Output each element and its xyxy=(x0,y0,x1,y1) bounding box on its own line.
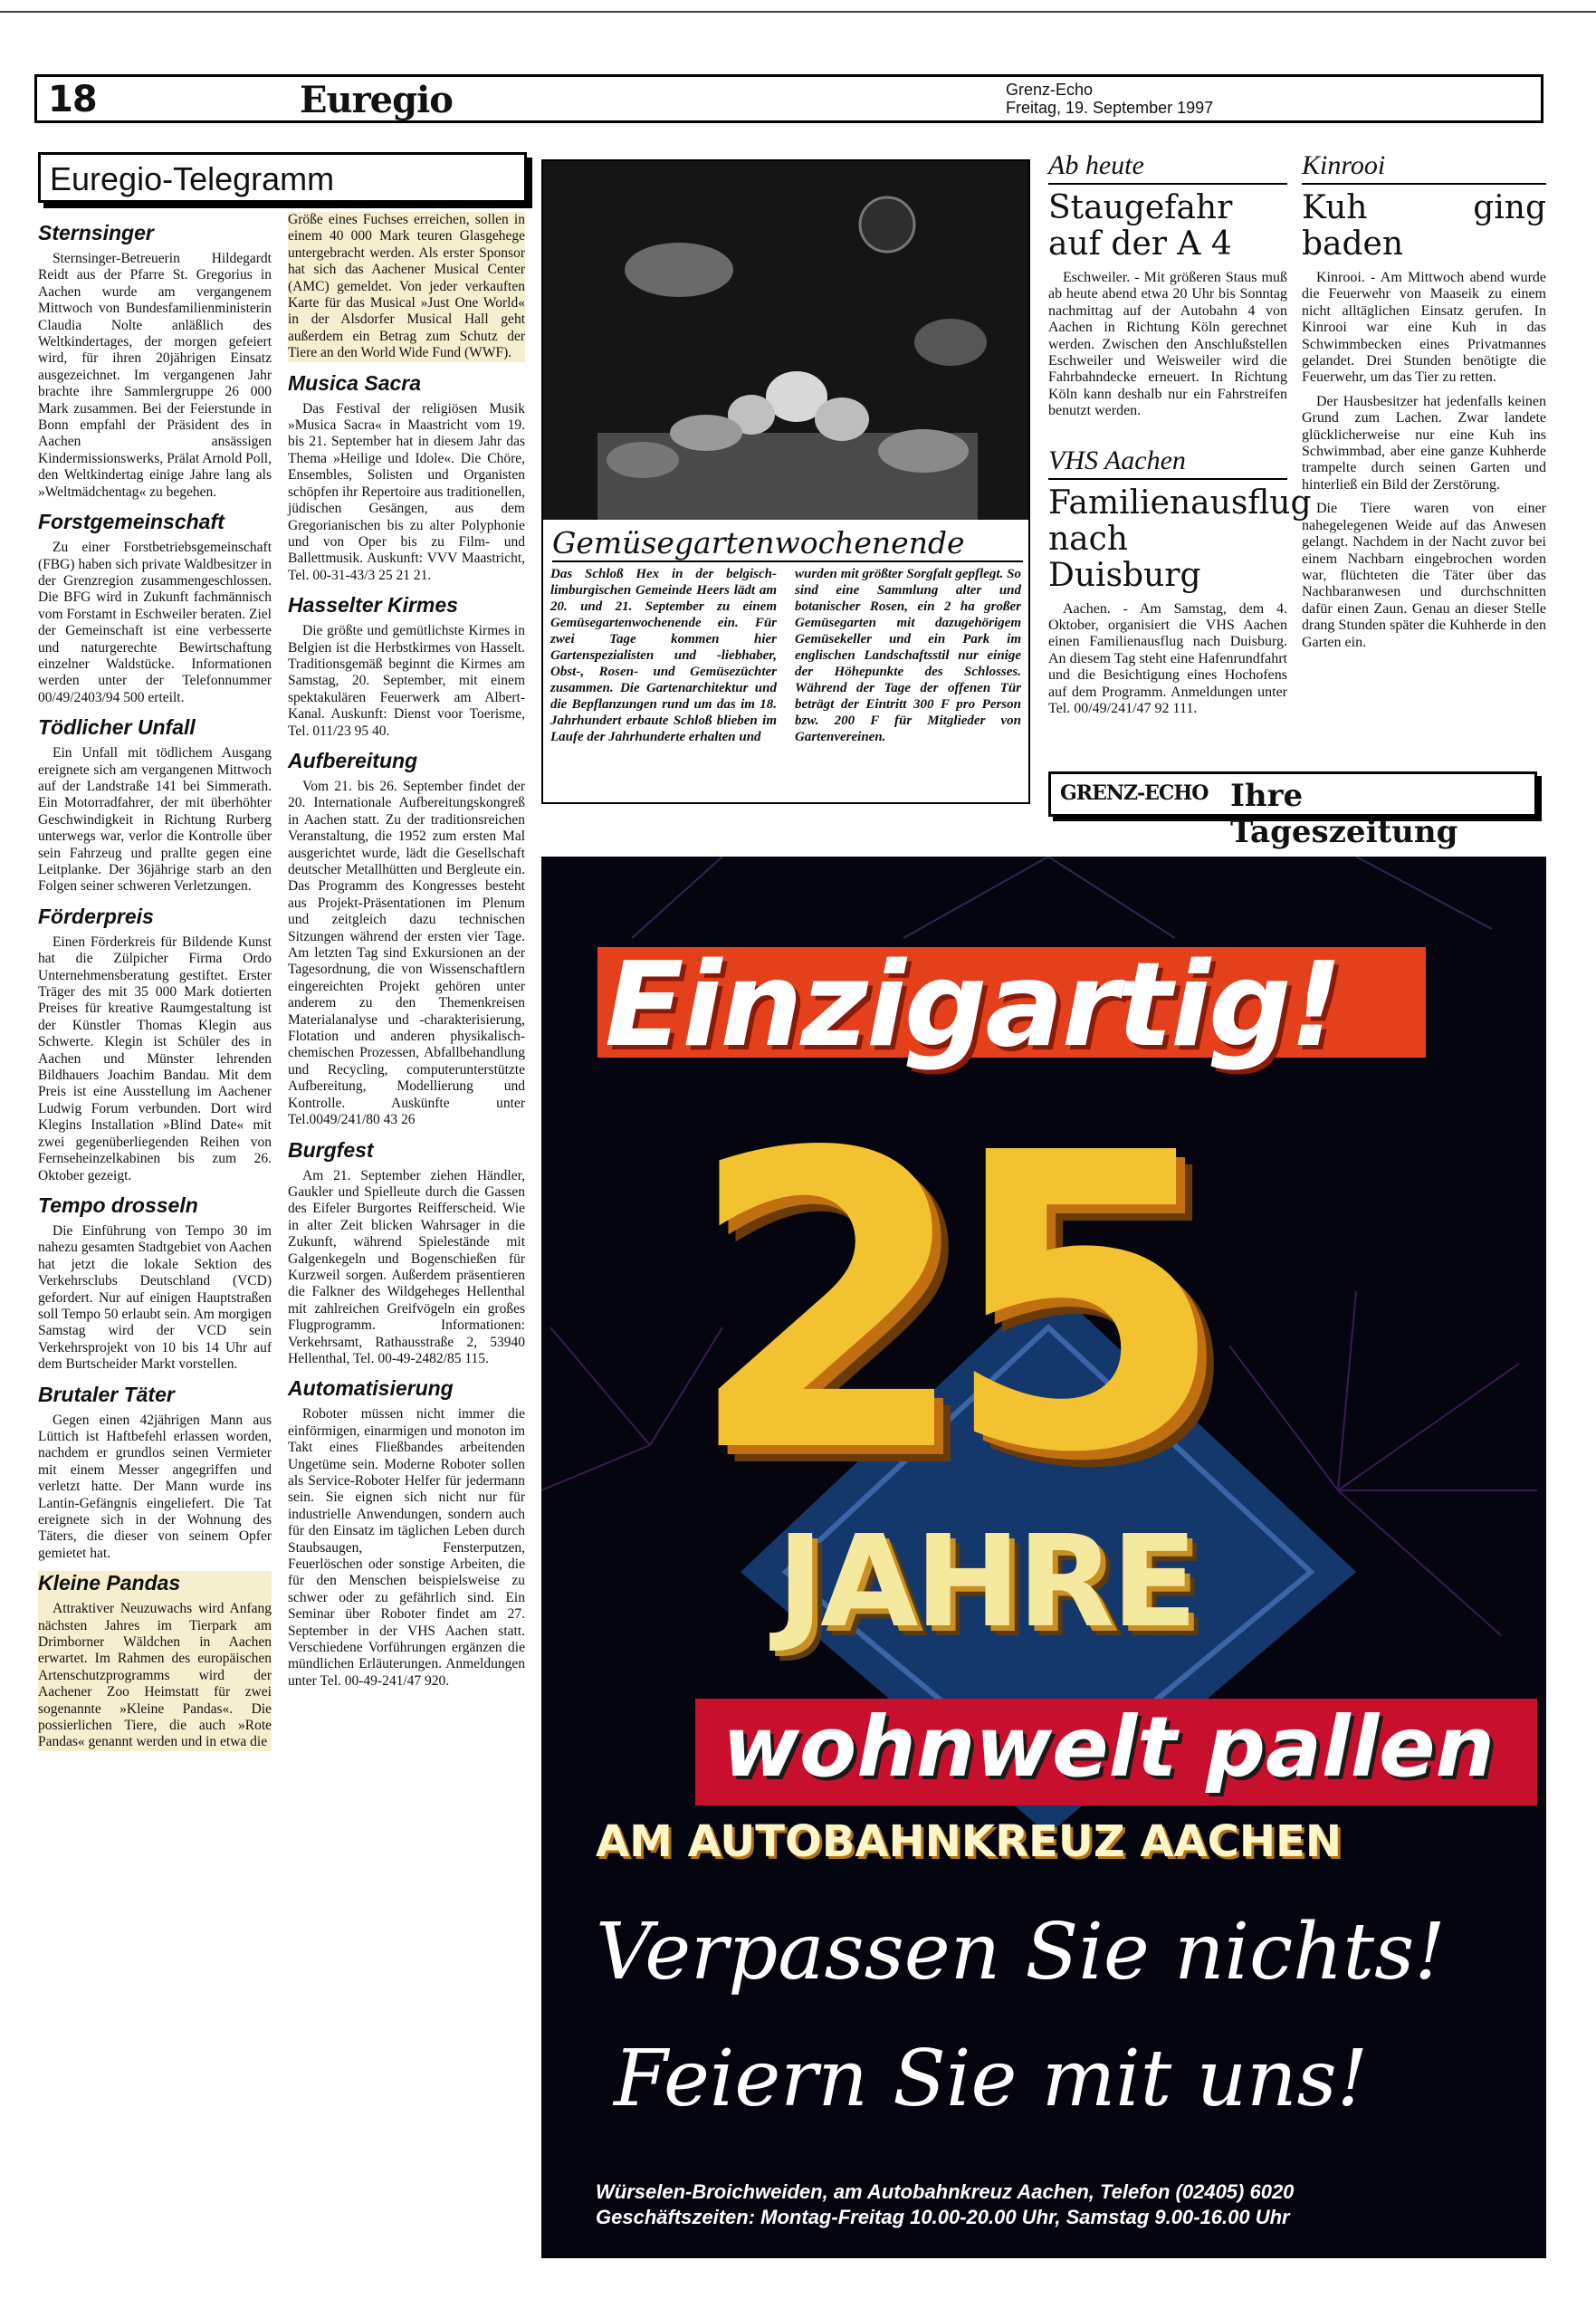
article-text: Das Festival der religiösen Musik »Musica Sacra« in Maastricht vom 19. bis 21. September hat in diesem Jahr das Thema »Heilige und Idole«. Die Chöre, Ensembles, Solisten und Organisten schöpfen ihr Repertoire aus traditionellen, jüdischen Gesängen, aus dem Gregorianischen bis zu alter Polyphonie und von Oper bis zu Film- und Ballettmusik. Auskunft: VVV Maastricht, Tel. 00-31-43/3 25 21 21. xyxy=(288,400,525,583)
anniversary-advertisement xyxy=(541,857,1546,2258)
article-kicker: Ab heute xyxy=(1048,150,1287,185)
article-text: Die Einführung von Tempo 30 im nahezu gesamten Stadtgebiet von Aachen hat jetzt die lokale Sektion des Verkehrsclubs Deutschland (VCD) gefordert. Nur auf einigen Hauptstraßen soll Tempo 50 erlaubt sein. Am morgigen Samstag wird der VCD sein Verkehrsprojekt von 10 bis 14 Uhr auf dem Burtscheider Markt vorstellen. xyxy=(38,1222,272,1373)
article-text: Gegen einen 42jährigen Mann aus Lüttich ist Haftbefehl erlassen worden, nachdem er grundlos seinen Vermieter mit einem Messer angegriffen und verletzt hatte. Der Mann wurde ins Lantin-Gefängnis eingeliefert. Die Tat ereignete sich in der Wohnung des Täters, die dieser von seinem Opfer gemietet hat. xyxy=(38,1412,272,1561)
column-3 xyxy=(1048,150,1312,720)
highlighted-article xyxy=(38,1571,272,1751)
column-2 xyxy=(288,212,525,1691)
article-kicker: VHS Aachen xyxy=(1048,445,1287,480)
garden-photo xyxy=(543,161,1028,520)
brand-name: wohnwelt pallen xyxy=(722,1699,1496,1796)
paper-name: Grenz-Echo xyxy=(1006,81,1094,99)
article-text: Roboter müssen nicht immer die einförmigen, einarmigen und monoton im Takt eines Fließbandes arbeitenden Ungetüme sein. Moderne Roboter sollen als Service-Roboter Helfer für jedermann sein. Sie eignen sich nicht nur für industrielle Anwendungen, sondern auch für den Einsatz im täglichen Leben durch Staubsaugen, Fensterputzen, Feuerlöschen oder sonstige Arbeiten, die für den Menschen beispielsweise zu schwer oder zu gefährlich sind. Ein Seminar über Roboter findet am 27. September in der VHS Aachen statt. Verschiedene Vorführungen ergänzen die mündlichen Erläuterungen. Anmeldungen unter Tel. 00-49-241/47 920. xyxy=(288,1406,525,1689)
column-1 xyxy=(38,212,272,1753)
ad-address: Würselen-Broichweiden, am Autobahnkreuz Aachen, Telefon (02405) 6020 xyxy=(596,2180,1295,2203)
article-title: Sternsinger xyxy=(38,221,154,244)
article-kicker: Kinrooi xyxy=(1302,150,1546,185)
article-text: Einen Förderkreis für Bildende Kunst hat die Zülpicher Firma Ordo Unternehmensberatung gestiftet. Erster Träger des mit 35 000 Mark dotierten Preises für kreative Raumgestaltung ist der Künstler Thomas Klegin aus Schwerte. Klegin ist Schüler des in Aachen und Münster lehrenden Bildhauers Joachim Bandau. Mit dem Preis ist eine Ausstellung im Aachener Ludwig Forum verbunden. Dort wird Klegins Installation »Blind Date« mit zwei gegenüberliegenden Reihen von Fernseheinzelkabinen bis zum 26. Oktober gezeigt. xyxy=(38,934,272,1183)
page-header xyxy=(34,74,1543,123)
promo-text: Ihre Tageszeitung xyxy=(1230,778,1458,850)
article-text: Der Hausbesitzer hat jedenfalls keinen Grund zum Lachen. Zwar landete glücklicherweise nur eine Kuh ins Schwimmbad, aber eine ganze Kuhherde trampelte durch seinen Garten und hinterließ ein Bild der Zerstörung. xyxy=(1302,393,1546,493)
article-title: Brutaler Täter xyxy=(38,1382,175,1406)
photo-caption-left: Das Schloß Hex in der belgisch-limburgischen Gemeinde Heers lädt am 20. und 21. September zu einem Gemüsegartenwochenende ein. Für zwei Tage kommen hier Gartenspezialisten und -liebhaber, Obst-, Rosen- und Gemüsezüchter zusammen. Die Gartenarchitektur und die Bepflanzungen rund um das im 18. Jahrhundert erbaute Schloß blieben im Laufe der Jahrhunderte erhalten und xyxy=(550,567,777,744)
article-title: Burgfest xyxy=(288,1137,374,1162)
brand-location: AM AUTOBAHNKREUZ AACHEN xyxy=(596,1816,1342,1867)
article-text: Zu einer Forstbetriebsgemeinschaft (FBG) haben sich private Waldbesitzer in der Grenzregion zusammengeschlossen. Die BFG wird in Zukunft fachmännisch vom Forstamt in Eschweiler beraten. Ziel der Gemeinschaft ist eine verbesserte und naturgerechte Bewirtschaftung einzelner Waldstücke. Informationen werden unter der Telefonnummer 00/49/2403/94 500 erteilt. xyxy=(38,540,272,705)
article-title: Tödlicher Unfall xyxy=(38,715,196,740)
anniversary-number: 25 xyxy=(686,1068,1199,1542)
article-title: Staugefahr auf der A 4 xyxy=(1048,189,1233,263)
article-text: Die Tiere waren von einer nahegelegenen Weide auf das Anwesen gelangt. Nachdem in der Nacht zuvor bei einem Nachbarn eingebrochen worden war, flüchteten die Täter über das Nachbaranwesen und durchschnitten dafür einen Zaun. Genau an dieser Stelle drang Stunden später die Kuhherde in den Garten ein. xyxy=(1302,501,1546,650)
article-text: Vom 21. bis 26. September findet der 20. Internationale Aufbereitungskongreß in Aachen statt. Zu der traditionsreichen Veranstaltung, die 1952 zum ersten Mal ausgerichtet wurde, lädt die Gesellschaft deutscher Metallhütten und Bergleute ein. Das Programm des Kongresses besteht aus Projekt-Präsentationen im Plenum und zeitgleich dazu technischen Sitzungen während der ersten vier Tage. Am letzten Tag sind Exkursionen an der Tagesordnung, die von Wissenschaftlern eingereichten Projekt gehören unter anderem zu den Themenkreisen Materialanalyse und -charakterisierung, Flotation und anderen physikalisch-chemischen Prozessen, Abfallbehandlung und Recycling, computerunterstützte Aufbereitung, Modellierung und Kontrolle. Auskünfte unter Tel.0049/241/80 43 26 xyxy=(288,778,525,1128)
article-text: Eschweiler. - Mit größeren Staus muß ab heute abend etwa 20 Uhr bis Sonntag nachmittag auf der Autobahn 4 von Aachen in Richtung Köln gerechnet werden. Zwischen den Anschlußstellen Eschweiler und Weisweiler wird die Fahrbahndecke erneuert. In Richtung Köln kann deshalb nur ein Fahrstreifen benutzt werden. xyxy=(1048,270,1287,419)
article-title: Kuh ging baden xyxy=(1302,189,1546,263)
page-number: 18 xyxy=(48,79,97,120)
anniversary-years: JAHRE xyxy=(777,1509,1195,1656)
article-title: Förderpreis xyxy=(38,904,154,928)
grenz-echo-logo: GRENZ-ECHO xyxy=(1060,781,1209,805)
article-text-continued: Größe eines Fuchses erreichen, sollen in einem 40 000 Mark teuren Glasgehege untergebracht werden. Als erster Sponsor hat sich das Aachener Musical Center (AMC) gemeldet. Von jeder verkauften Karte für das Musical »Just One World« in der Alsdorfer Musical Hall geht außerdem ein Betrag zum Schutz der Tiere an den World Wide Fund (WWF). xyxy=(288,212,525,361)
article-text: Sternsinger-Betreuerin Hildegardt Reidt aus der Pfarre St. Gregorius in Aachen wurde am vergangenem Mittwoch von Bundesfamilienministerin Claudia Nolte anläßlich des Weltkindertages, der morgen gefeiert wird, für ihren 20jährigen Einsatz ausgezeichnet. Im vergangenen Jahr brachte ihre Sammlergruppe 26 000 Mark zusammen. Bei der Feierstunde in Bonn empfahl der Präsident des in Aachen ansässigen Kindermissionswerks, Prälat Arnold Poll, den Weltkindertag einige Jahre lang als »Weltmädchentag« zu begehen. xyxy=(38,251,272,500)
article-title: Aufbereitung xyxy=(288,748,418,772)
article-text: Am 21. September ziehen Händler, Gaukler und Spielleute durch die Gassen des Eifeler Burgortes Reifferscheid. Wie in alter Zeit blicken Wahrsager in die Zukunft, während Spielestände mit Galgenkegeln und Bogenschießen für Kurzweil sorgen. Außerdem präsentieren die Falkner des Wildgeheges Hellenthal mit zahlreichen Greifvögeln ein großes Flugprogramm. Informationen: Verkehrsamt, Rathausstraße 2, 53940 Hellenthal, Tel. 00-49-2482/85 115. xyxy=(288,1167,525,1366)
slogan-line-1: Verpassen Sie nichts! xyxy=(596,1907,1446,1997)
article-text: Die größte und gemütlichste Kirmes in Belgien ist die Herbstkirmes von Hasselt. Traditionsgemäß beginnt die Kirmes am Samstag, 20. September, mit einem spektakulären Feuerwerk am Albert-Kanal. Auskunft: Dienst voor Toerisme, Tel. 011/23 95 40. xyxy=(288,623,525,739)
article-text: Aachen. - Am Samstag, dem 4. Oktober, organisiert die VHS Aachen einen Familienausflug nach Duisburg. An diesem Tag steht eine Hafenrundfahrt und die Besichtigung eines Hochofens auf dem Programm. Anmeldungen unter Tel. 00/49/241/47 92 111. xyxy=(1048,600,1287,717)
article-title: Kleine Pandas xyxy=(38,1571,181,1595)
ad-headline: Einzigartig! xyxy=(605,938,1341,1073)
photo-caption-right: wurden mit größter Sorgfalt gepflegt. So sind eine Sammlung alter und botanischer Rosen, ein 2 ha großer Gemüsegarten mit dazugehörigem Gemüsekeller und ein Park im englischen Landschaftsstil nur einige der Höhepunkte des Schlosses. Während der Tage der offenen Tür beträgt der Eintritt 300 F pro Person bzw. 200 F für Mitglieder von Gartenvereinen. xyxy=(795,567,1021,744)
slogan-line-2: Feiern Sie mit uns! xyxy=(614,2034,1369,2124)
issue-date: Freitag, 19. September 1997 xyxy=(1006,99,1214,117)
article-text: Kinrooi. - Am Mittwoch abend wurde die Feuerwehr von Maaseik zu einem nicht alltäglichen Einsatz gerufen. In Kinrooi war eine Kuh in das Schwimmbecken eines Privatmannes gelandet. Drei Stunden benötigte die Feuerwehr, um das Tier zu retten. xyxy=(1302,270,1546,386)
article-text: Attraktiver Neuzuwachs wird Anfang nächsten Jahres im Tierpark am Drimborner Wäldchen in Aachen erwartet. Im Rahmen des europäischen Artenschutzprogramms wird der Aachener Zoo Heimstatt für zwei sogenannte »Kleine Pandas«. Die possierlichen Tiere, die auch »Rote Pandas« genannt werden und in etwa die xyxy=(38,1601,272,1750)
vegetable-still-life-image xyxy=(543,161,1028,520)
grenz-echo-promo xyxy=(1048,771,1537,850)
photo-caption-title: Gemüsegartenwochenende xyxy=(552,525,1023,562)
column-4 xyxy=(1302,150,1546,653)
article-title: Automatisierung xyxy=(288,1376,454,1401)
telegram-heading: Euregio-Telegramm xyxy=(38,152,527,203)
section-title: Euregio xyxy=(300,79,453,121)
top-rule xyxy=(0,11,1596,13)
article-title: Familienausflug nach Duisburg xyxy=(1048,484,1312,594)
header-meta xyxy=(1006,81,1213,117)
article-title: Forstgemeinschaft xyxy=(38,510,225,534)
ad-opening-hours: Geschäftszeiten: Montag-Freitag 10.00-20.00 Uhr, Samstag 9.00-16.00 Uhr xyxy=(596,2206,1290,2228)
article-title: Tempo drosseln xyxy=(38,1193,198,1217)
article-title: Hasselter Kirmes xyxy=(288,593,458,618)
article-text: Ein Unfall mit tödlichem Ausgang ereignete sich am vergangenen Mittwoch auf der Landstraße 141 bei Simmerath. Ein Motorradfahrer, der mit überhöhter Geschwindigkeit in Richtung Rurberg unterwegs war, verlor die Kontrolle über sein Fahrzeug und prallte gegen eine Leitplanke. Der 36jährige starb an den Folgen seiner schweren Verletzungen. xyxy=(38,745,272,895)
article-title: Musica Sacra xyxy=(288,370,422,395)
